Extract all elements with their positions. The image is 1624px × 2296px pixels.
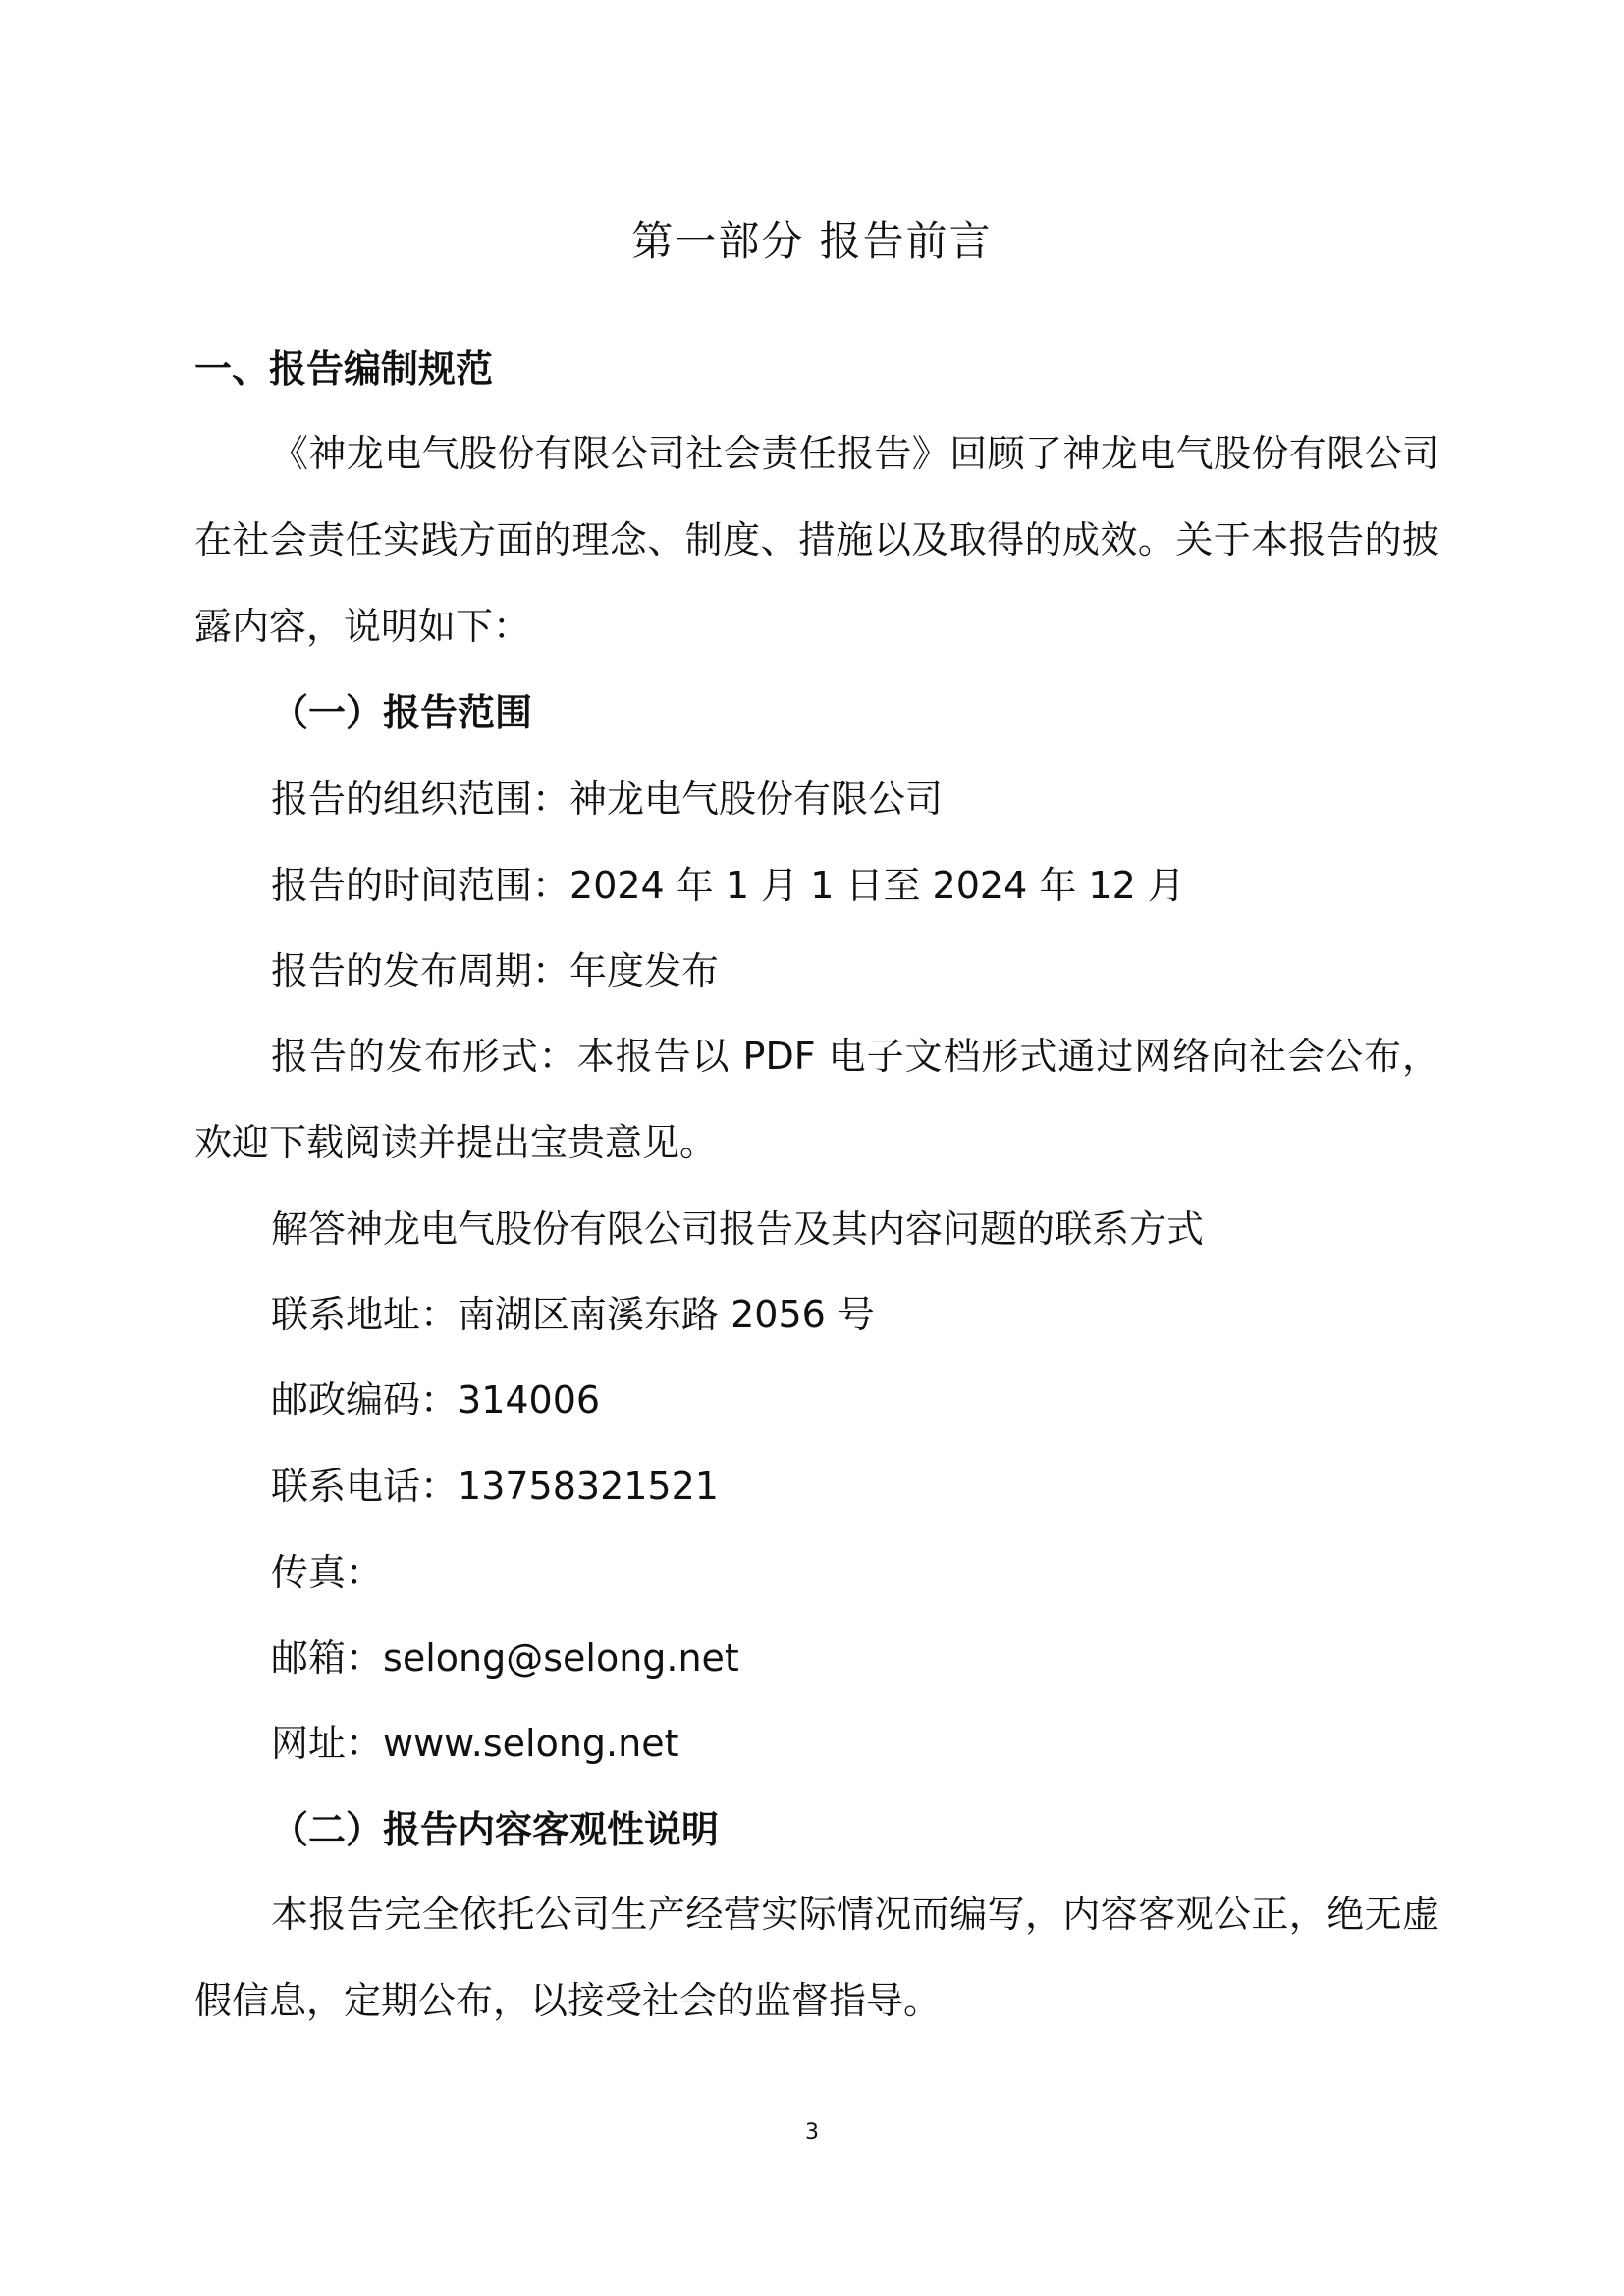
objectivity-text: 本报告完全依托公司生产经营实际情况而编写，内容客观公正，绝无虚假信息，定期公布，以接受社会的监督指导。 [194, 1893, 1439, 2022]
address-value: 南湖区南溪东路 2056 号 [458, 1293, 875, 1336]
email-label: 邮箱： [271, 1636, 384, 1680]
intro-paragraph [194, 410, 1439, 669]
section-heading: 一、报告编制规范 [194, 347, 494, 391]
org-scope-value: 神龙电气股份有限公司 [569, 777, 944, 821]
time-scope-line [271, 856, 1185, 915]
release-form-paragraph [194, 1013, 1439, 1186]
release-cycle-value: 年度发布 [569, 949, 720, 992]
objectivity-heading: （二）报告内容客观性说明 [271, 1808, 720, 1851]
email-line [271, 1629, 739, 1687]
release-cycle-label: 报告的发布周期： [271, 949, 570, 992]
postcode-label: 邮政编码： [271, 1378, 459, 1421]
contact-intro: 解答神龙电气股份有限公司报告及其内容问题的联系方式 [271, 1207, 1205, 1251]
release-form-text: 报告的发布形式：本报告以 PDF 电子文档形式通过网络向社会公布，欢迎下载阅读并提出宝贵意见。 [194, 1035, 1439, 1164]
fax-line [271, 1543, 383, 1602]
website-label: 网址： [271, 1722, 384, 1765]
time-scope-label: 报告的时间范围： [271, 864, 570, 907]
scope-heading: （一）报告范围 [271, 691, 533, 734]
postcode-value: 314006 [458, 1378, 601, 1421]
org-scope-label: 报告的组织范围： [271, 777, 570, 821]
fax-label: 传真： [271, 1551, 384, 1594]
address-line [271, 1285, 875, 1344]
address-label: 联系地址： [271, 1293, 459, 1336]
org-scope-line [271, 770, 943, 828]
website-line [271, 1714, 678, 1773]
release-cycle-line [271, 941, 719, 1000]
intro-paragraph-text: 《神龙电气股份有限公司社会责任报告》回顾了神龙电气股份有限公司在社会责任实践方面的理念、制度、措施以及取得的成效。关于本报告的披露内容，说明如下： [194, 432, 1439, 648]
objectivity-paragraph [194, 1871, 1439, 2044]
page-number: 3 [805, 2120, 819, 2145]
website-value: www.selong.net [383, 1722, 679, 1765]
chapter-title: 第一部分 报告前言 [631, 217, 993, 265]
postcode-line [271, 1370, 600, 1429]
time-scope-value: 2024 年 1 月 1 日至 2024 年 12 月 [569, 864, 1185, 907]
phone-line [271, 1457, 719, 1516]
phone-label: 联系电话： [271, 1465, 459, 1508]
phone-value: 13758321521 [458, 1465, 719, 1508]
email-value: selong@selong.net [383, 1636, 739, 1680]
